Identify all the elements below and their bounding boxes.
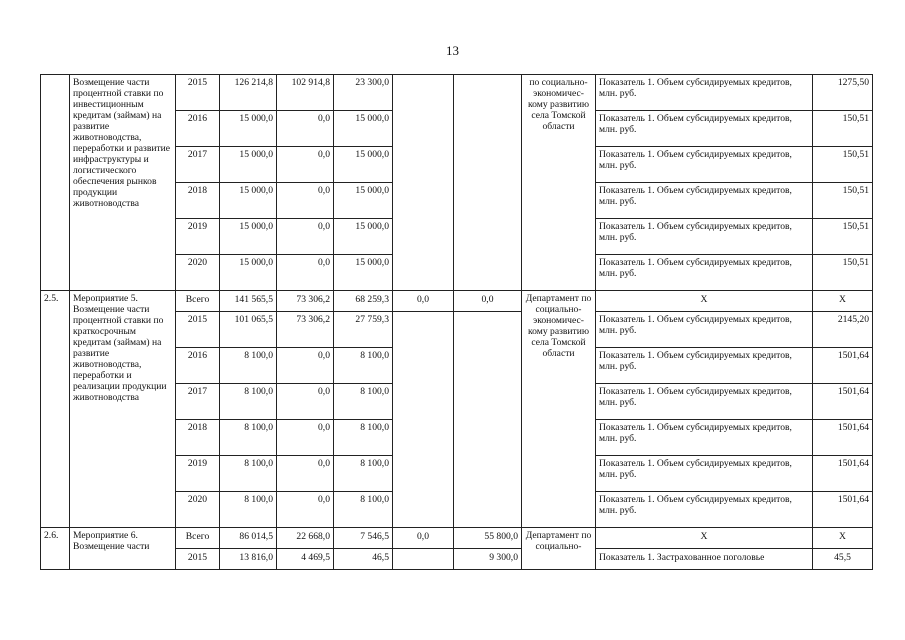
indicator-cell: Показатель 1. Объем субсидируемых кредитов, млн. руб. [596,456,813,492]
x-mark: Х [596,291,813,312]
indicator-cell: Показатель 1. Объем субсидируемых кредитов, млн. руб. [596,384,813,420]
regional-cell: 27 759,3 [334,312,393,348]
extra-budget-cell: 9 300,0 [454,549,522,570]
federal-cell: 4 469,5 [277,549,334,570]
indicator-cell: Показатель 1. Объем субсидируемых кредитов, млн. руб. [596,219,813,255]
regional-cell: 15 000,0 [334,219,393,255]
local-cell [393,75,454,291]
extra-budget-cell [454,312,522,528]
indicator-value: 1501,64 [813,420,873,456]
year-cell: 2015 [176,75,220,111]
regional-cell: 23 300,0 [334,75,393,111]
federal-cell: 0,0 [277,492,334,528]
year-cell: 2018 [176,420,220,456]
year-cell: 2017 [176,384,220,420]
federal-cell: 0,0 [277,147,334,183]
program-table [40,74,873,570]
total-cell: 8 100,0 [220,348,277,384]
local-cell [393,312,454,528]
year-cell: 2020 [176,492,220,528]
indicator-value: 2145,20 [813,312,873,348]
indicator-cell: Показатель 1. Застрахованное поголовье [596,549,813,570]
year-cell: 2016 [176,111,220,147]
total-cell: 15 000,0 [220,255,277,291]
federal-cell: 0,0 [277,456,334,492]
federal-cell: 0,0 [277,348,334,384]
total-cell: 8 100,0 [220,384,277,420]
total-cell: 15 000,0 [220,111,277,147]
year-cell: 2019 [176,219,220,255]
indicator-cell: Показатель 1. Объем субсидируемых кредитов, млн. руб. [596,255,813,291]
local-cell: 0,0 [393,291,454,312]
x-mark: Х [813,291,873,312]
indicator-cell: Показатель 1. Объем субсидируемых кредитов, млн. руб. [596,492,813,528]
total-cell: 15 000,0 [220,147,277,183]
federal-cell: 0,0 [277,384,334,420]
measure-name: Мероприятие 6. Возмещение части [70,528,176,570]
extra-budget-cell: 0,0 [454,291,522,312]
regional-cell: 46,5 [334,549,393,570]
federal-cell: 0,0 [277,420,334,456]
year-cell: 2015 [176,312,220,348]
index-cell: 2.5. [41,291,70,528]
executor-cell: Департамент по социально-экономичес-кому развитию села Томской области [522,291,596,528]
indicator-value: 150,51 [813,219,873,255]
federal-cell: 73 306,2 [277,291,334,312]
regional-cell: 8 100,0 [334,384,393,420]
local-cell: 0,0 [393,528,454,549]
x-mark: Х [813,528,873,549]
regional-cell: 15 000,0 [334,111,393,147]
federal-cell: 73 306,2 [277,312,334,348]
total-cell: 8 100,0 [220,492,277,528]
indicator-cell: Показатель 1. Объем субсидируемых кредитов, млн. руб. [596,111,813,147]
year-cell: Всего [176,528,220,549]
indicator-value: 1501,64 [813,492,873,528]
indicator-cell: Показатель 1. Объем субсидируемых кредитов, млн. руб. [596,348,813,384]
executor-cell: Департамент по социально- [522,528,596,570]
indicator-value: 1501,64 [813,456,873,492]
year-cell: 2020 [176,255,220,291]
table-row [41,291,873,312]
table-row [41,528,873,549]
regional-cell: 15 000,0 [334,255,393,291]
federal-cell: 102 914,8 [277,75,334,111]
index-cell: 2.6. [41,528,70,570]
regional-cell: 68 259,3 [334,291,393,312]
indicator-value: 1275,50 [813,75,873,111]
year-cell: Всего [176,291,220,312]
year-cell: 2018 [176,183,220,219]
indicator-cell: Показатель 1. Объем субсидируемых кредитов, млн. руб. [596,420,813,456]
table-row [41,75,873,111]
indicator-value: 150,51 [813,183,873,219]
year-cell: 2017 [176,147,220,183]
regional-cell: 15 000,0 [334,147,393,183]
federal-cell: 0,0 [277,111,334,147]
indicator-value: 150,51 [813,255,873,291]
extra-budget-cell [454,75,522,291]
total-cell: 15 000,0 [220,219,277,255]
regional-cell: 8 100,0 [334,420,393,456]
indicator-cell: Показатель 1. Объем субсидируемых кредитов, млн. руб. [596,183,813,219]
indicator-cell: Показатель 1. Объем субсидируемых кредитов, млн. руб. [596,312,813,348]
indicator-value: 150,51 [813,111,873,147]
total-cell: 15 000,0 [220,183,277,219]
year-cell: 2015 [176,549,220,570]
total-cell: 8 100,0 [220,456,277,492]
total-cell: 101 065,5 [220,312,277,348]
indicator-cell: Показатель 1. Объем субсидируемых кредитов, млн. руб. [596,75,813,111]
total-cell: 8 100,0 [220,420,277,456]
indicator-cell: Показатель 1. Объем субсидируемых кредитов, млн. руб. [596,147,813,183]
indicator-value: 150,51 [813,147,873,183]
total-cell: 126 214,8 [220,75,277,111]
measure-name: Мероприятие 5. Возмещение части процентной ставки по краткосрочным кредитам (займам) на развитие животноводства, переработки и реализации продукции животноводства [70,291,176,528]
local-cell [393,549,454,570]
measure-name: Возмещение части процентной ставки по инвестиционным кредитам (займам) на развитие животноводства, переработки и развитие инфраструктуры и логистического обеспечения рынков продукции животноводства [70,75,176,291]
indicator-value: 1501,64 [813,384,873,420]
year-cell: 2016 [176,348,220,384]
total-cell: 86 014,5 [220,528,277,549]
regional-cell: 8 100,0 [334,456,393,492]
indicator-value: 45,5 [813,549,873,570]
regional-cell: 15 000,0 [334,183,393,219]
indicator-value: 1501,64 [813,348,873,384]
federal-cell: 0,0 [277,219,334,255]
year-cell: 2019 [176,456,220,492]
extra-budget-cell: 55 800,0 [454,528,522,549]
regional-cell: 8 100,0 [334,492,393,528]
federal-cell: 0,0 [277,183,334,219]
total-cell: 141 565,5 [220,291,277,312]
regional-cell: 7 546,5 [334,528,393,549]
page-number: 13 [446,43,459,58]
federal-cell: 22 668,0 [277,528,334,549]
index-cell [41,75,70,291]
x-mark: Х [596,528,813,549]
federal-cell: 0,0 [277,255,334,291]
total-cell: 13 816,0 [220,549,277,570]
regional-cell: 8 100,0 [334,348,393,384]
executor-cell: по социально-экономичес-кому развитию села Томской области [522,75,596,291]
